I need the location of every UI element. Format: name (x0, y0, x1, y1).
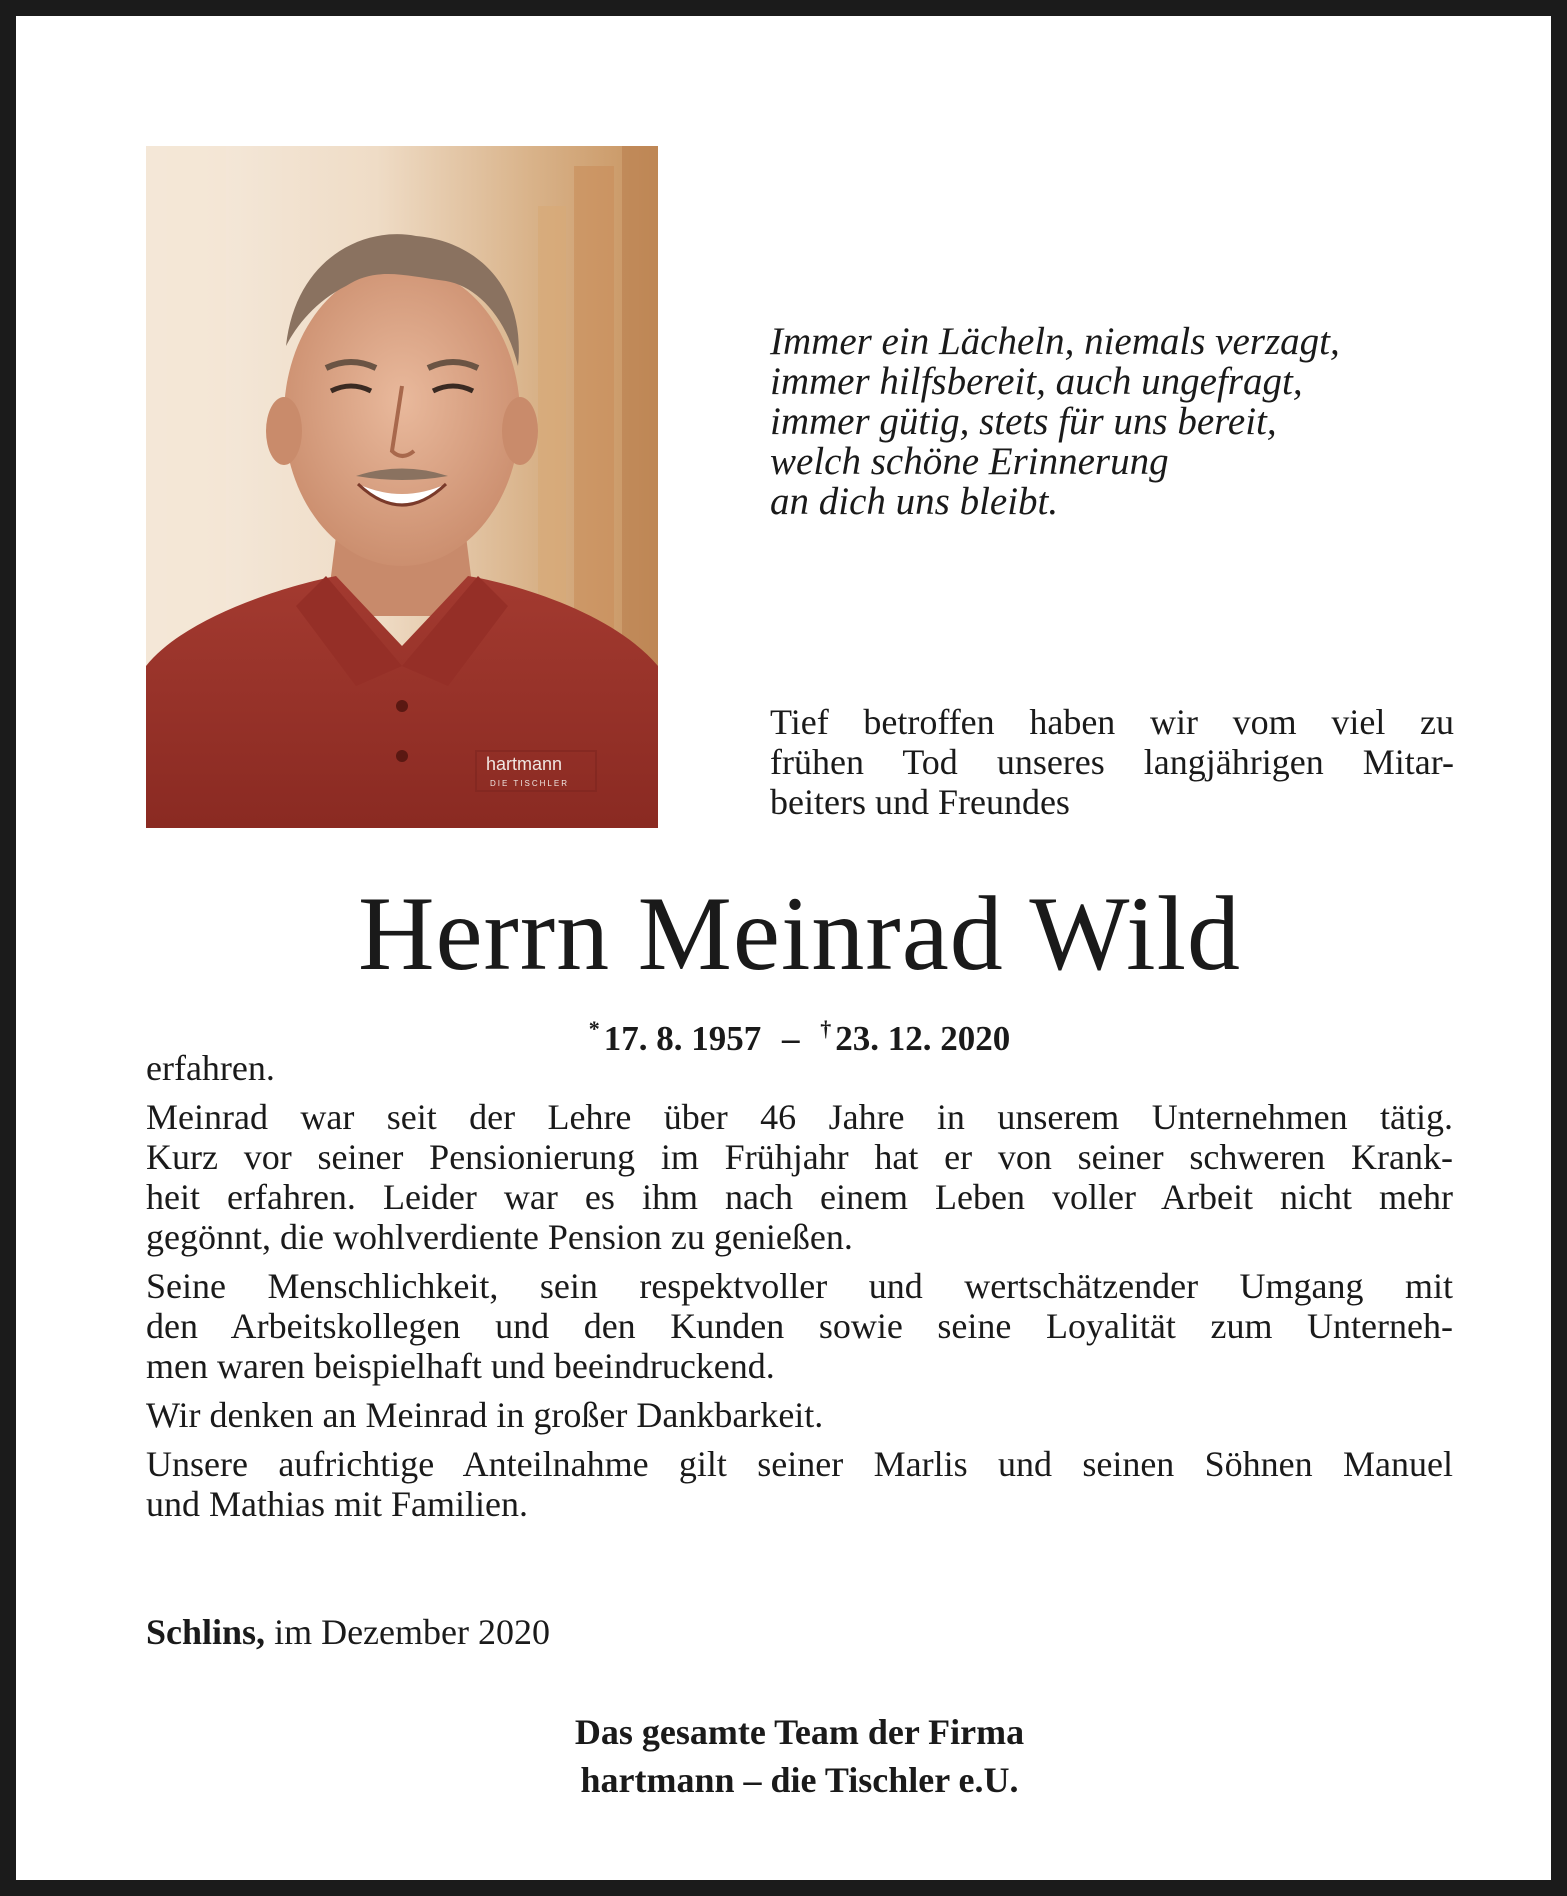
deceased-name: Herrn Meinrad Wild (357, 875, 1242, 992)
intro-line: beiters und Freundes (770, 782, 1070, 822)
poem-line: Immer ein Lächeln, niemals verzagt, (770, 320, 1340, 363)
body-line: gegönnt, die wohlverdiente Pension zu genießen. (146, 1217, 853, 1257)
place-name: Schlins, (146, 1612, 266, 1652)
body-line: Wir denken an Meinrad in großer Dankbarkeit. (146, 1395, 824, 1435)
portrait-photo (146, 146, 658, 828)
body-opening: erfahren. (146, 1048, 275, 1088)
date-separator: – (782, 1019, 800, 1058)
obituary-body (146, 1048, 1453, 1533)
body-line: men waren beispielhaft und beeindruckend. (146, 1346, 775, 1386)
closing-date: im Dezember 2020 (274, 1612, 550, 1652)
poem-line: immer gütig, stets für uns bereit, (770, 400, 1277, 443)
birth-date: 17. 8. 1957 (603, 1019, 762, 1058)
body-paragraph (146, 1444, 1453, 1524)
poem-line: welch schöne Erinnerung (770, 440, 1169, 483)
signature-line: hartmann – die Tischler e.U. (580, 1760, 1019, 1800)
signature-line: Das gesamte Team der Firma (574, 1712, 1025, 1752)
birth-symbol: * (588, 1016, 600, 1041)
body-line: Seine Menschlichkeit, sein respektvoller und wertschätzender Umgang mit (146, 1266, 1453, 1306)
death-date: 23. 12. 2020 (835, 1019, 1011, 1058)
body-paragraph (146, 1097, 1453, 1257)
body-line: Meinrad war seit der Lehre über 46 Jahre in unserem Unternehmen tätig. (146, 1097, 1453, 1137)
portrait-illustration (146, 146, 658, 828)
shirt-logo-subtext: DIE TISCHLER (490, 779, 569, 788)
intro-text (770, 702, 1454, 822)
body-line: Unsere aufrichtige Anteilnahme gilt seiner Marlis und seinen Söhnen Manuel (146, 1444, 1453, 1484)
body-line: Kurz vor seiner Pensionierung im Frühjahr hat er von seiner schweren Krank- (146, 1137, 1453, 1177)
intro-line: Tief betroffen haben wir vom viel zu (770, 702, 1454, 742)
body-line: den Arbeitskollegen und den Kunden sowie seine Loyalität zum Unterneh- (146, 1306, 1453, 1346)
poem-line: an dich uns bleibt. (770, 480, 1059, 523)
signature-block (16, 1708, 1567, 1804)
shirt-logo-text: hartmann (486, 754, 563, 774)
body-line: und Mathias mit Familien. (146, 1484, 528, 1524)
poem-line: immer hilfsbereit, auch ungefragt, (770, 360, 1303, 403)
death-symbol: † (820, 1016, 832, 1041)
intro-line: frühen Tod unseres langjährigen Mitar- (770, 742, 1454, 782)
memorial-poem (770, 322, 1470, 522)
place-and-date (146, 1612, 550, 1652)
body-paragraph (146, 1266, 1453, 1386)
body-paragraph (146, 1395, 1453, 1435)
body-line: heit erfahren. Leider war es ihm nach einem Leben voller Arbeit nicht mehr (146, 1177, 1453, 1217)
